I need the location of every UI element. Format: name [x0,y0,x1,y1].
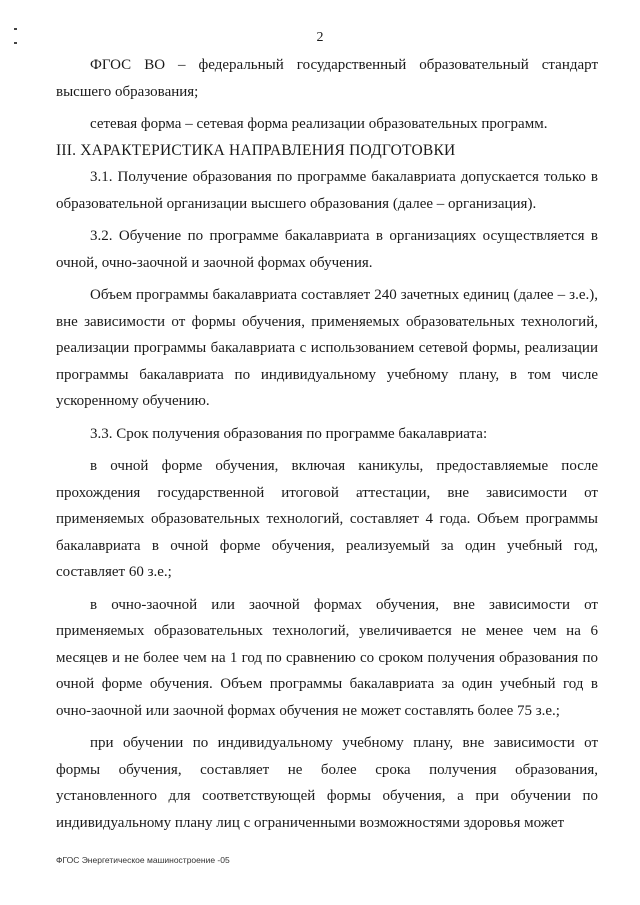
paragraph-3-2: 3.2. Обучение по программе бакалавриата в организациях осуществляется в очной, очно-заочной и заочной формах обучения. [56,228,598,271]
paragraph-network-form-definition: сетевая форма – сетевая форма реализации образовательных программ. [90,116,548,132]
paragraph-program-volume: Объем программы бакалавриата составляет 240 зачетных единиц (далее – з.е.), вне зависимости от формы обучения, применяемых образовательных технологий, реализации программы бакалавриата с использованием сетевой формы, реализации программы бакалавриата по индивидуальному учебному плану, в том числе ускоренному обучению. [56,287,598,409]
paragraph-individual-plan: при обучении по индивидуальному учебному плану, вне зависимости от формы обучения, составляет не более срока получения образования, установленного для соответствующей формы обучения, а при обучении по индивидуальному плану лиц с ограниченными возможностями здоровья может [56,735,598,831]
paragraph-fgos-definition: ФГОС ВО – федеральный государственный образовательный стандарт высшего образования; [56,57,598,100]
page-number: 2 [316,30,324,45]
document-body [56,52,598,836]
section-title: III. ХАРАКТЕРИСТИКА НАПРАВЛЕНИЯ ПОДГОТОВКИ [56,141,456,159]
paragraph-part-time: в очно-заочной или заочной формах обучения, вне зависимости от применяемых образовательных технологий, увеличивается не менее чем на 6 месяцев и не более чем на 1 год по сравнению со сроком получения образования по очной форме обучения. Объем программы бакалавриата за один учебный год в очно-заочной или заочной формах обучения не может составлять более 75 з.е.; [56,596,598,719]
paragraph-full-time: в очной форме обучения, включая каникулы, предоставляемые после прохождения государственной итоговой аттестации, вне зависимости от применяемых образовательных технологий, составляет 4 года. Объем программы бакалавриата в очной форме обучения, реализуемый за один учебный год, составляет 60 з.е.; [56,458,598,580]
page-footer: ФГОС Энергетическое машиностроение -05 [56,855,230,865]
paragraph-3-3: 3.3. Срок получения образования по программе бакалавриата: [90,425,488,442]
paragraph-3-1: 3.1. Получение образования по программе бакалавриата допускается только в образовательной организации высшего образования (далее – организация). [56,169,598,212]
